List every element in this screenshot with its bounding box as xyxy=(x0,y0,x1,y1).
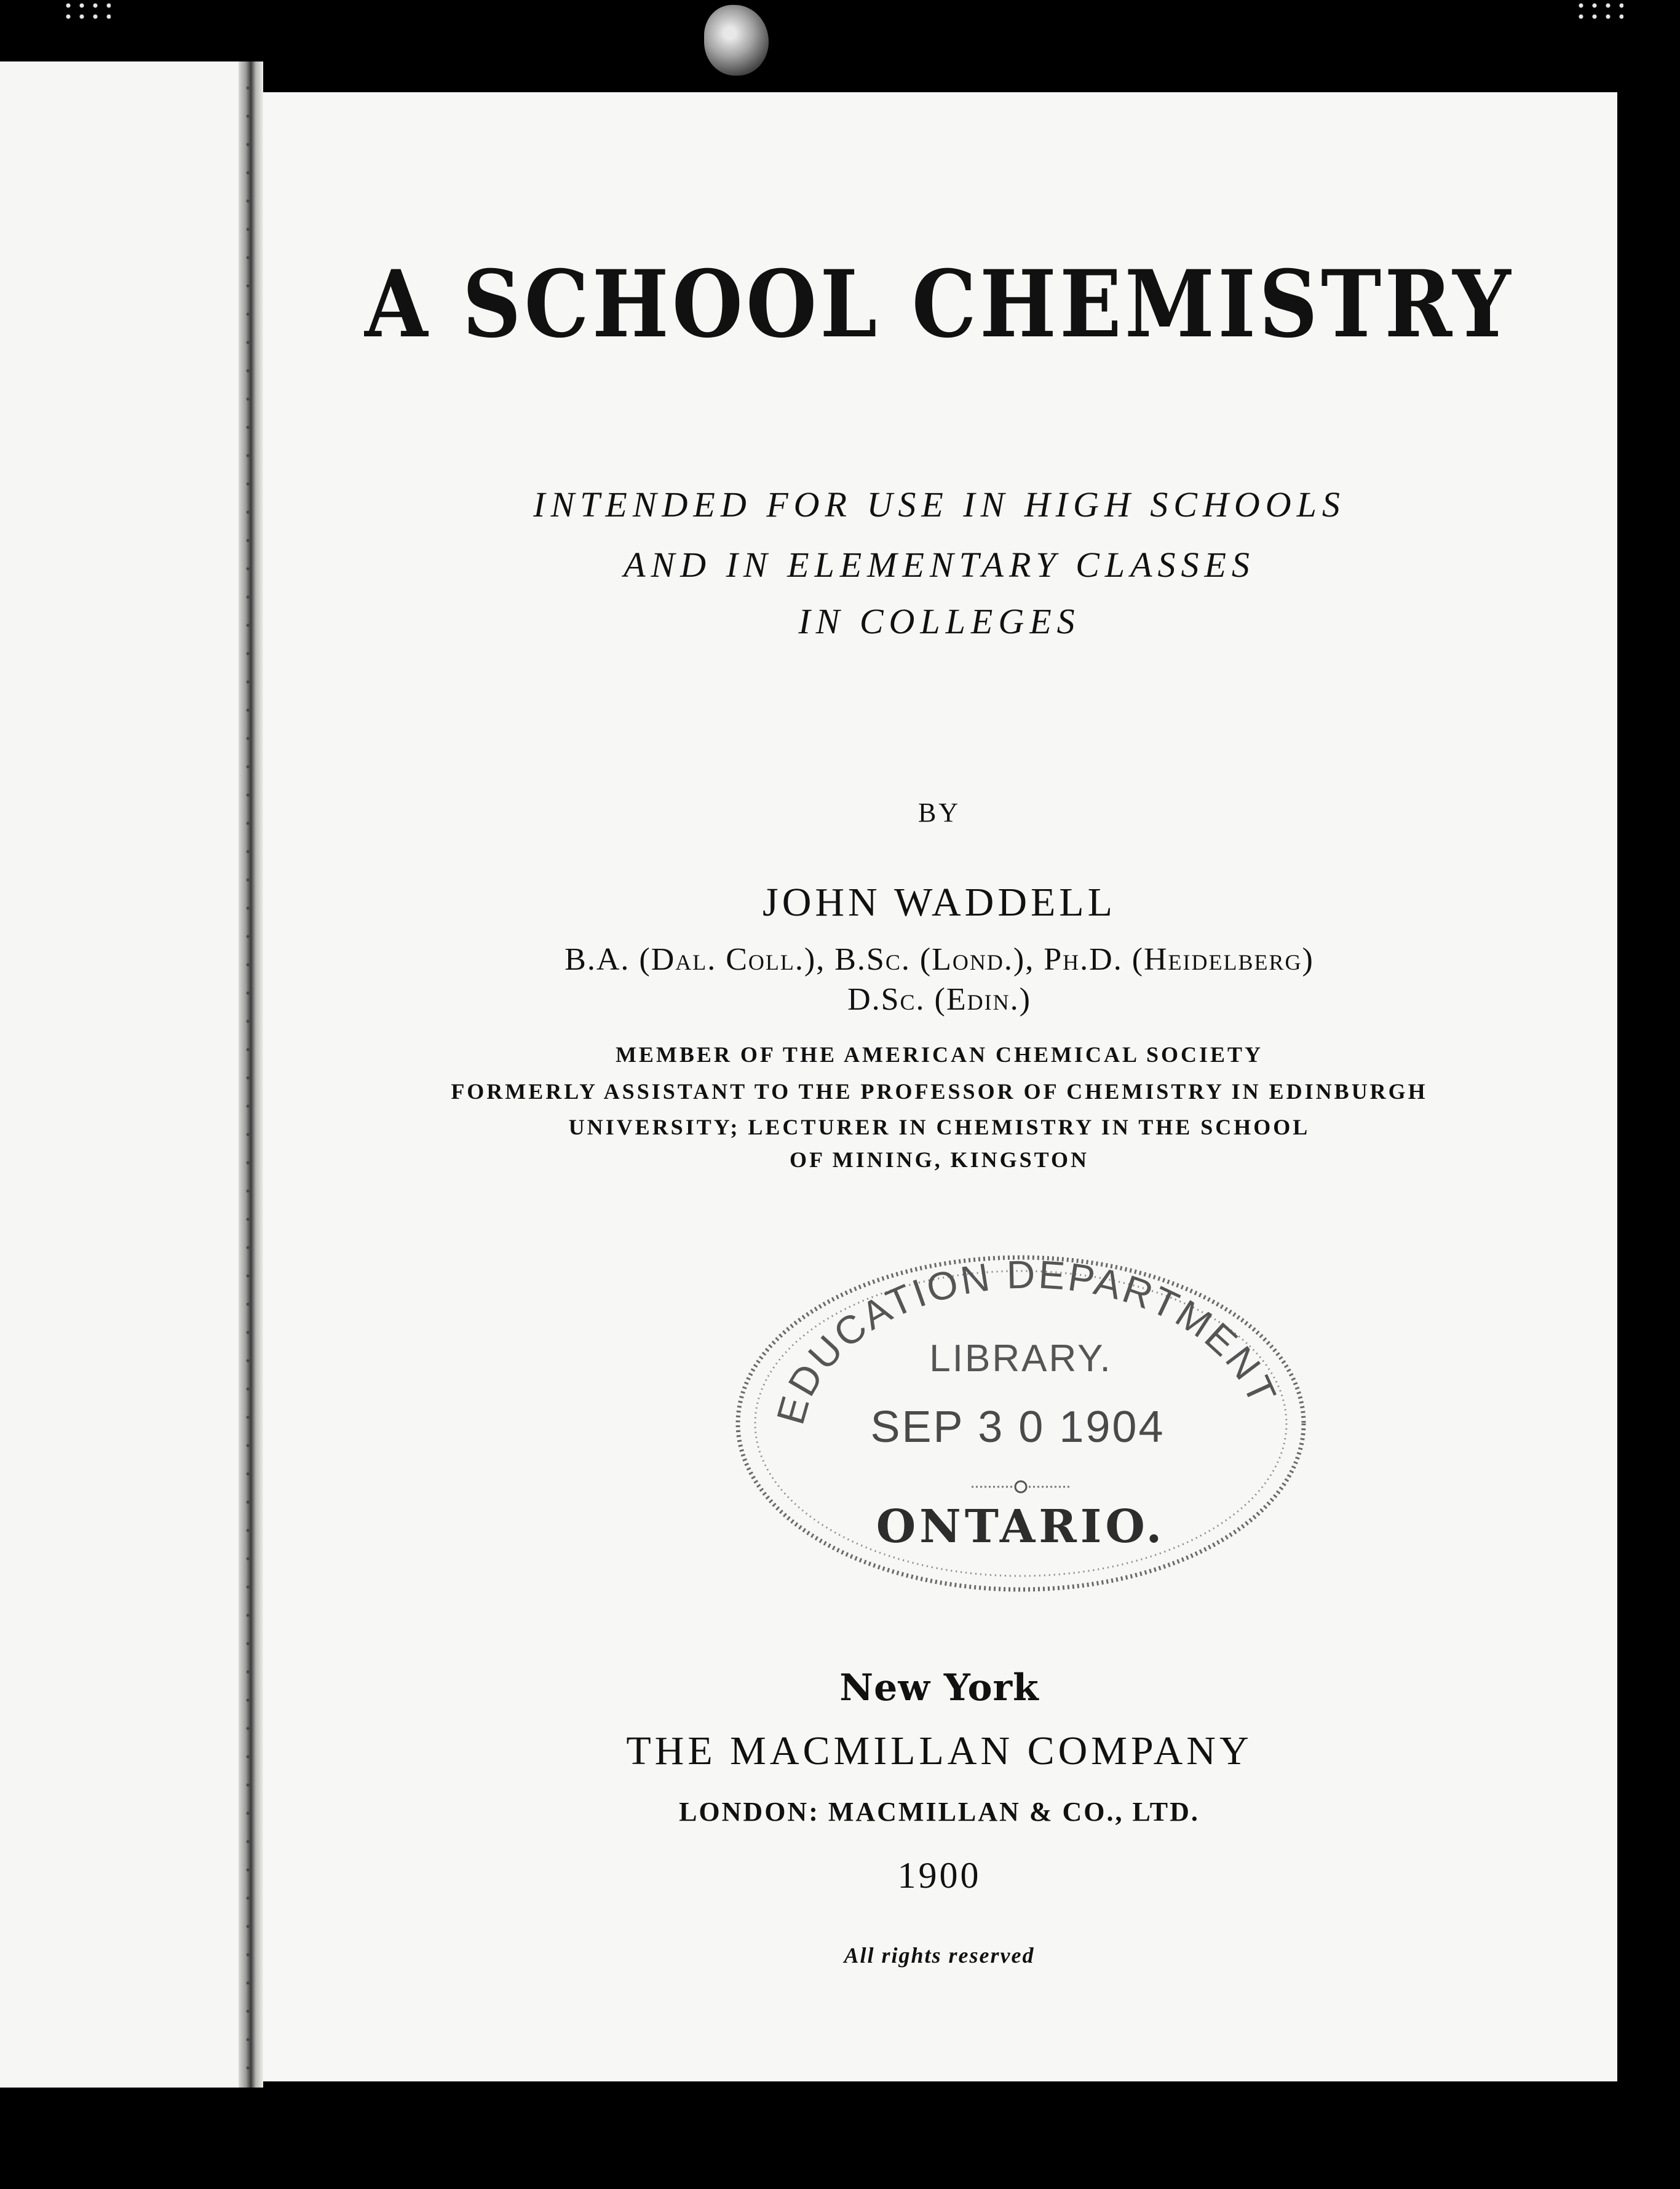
subtitle-line-2: AND IN ELEMENTARY CLASSES xyxy=(624,545,1255,585)
scan-speckle-left xyxy=(61,0,111,25)
degrees-line-2: D.Sc. (Edin.) xyxy=(847,982,1031,1017)
book-title: A SCHOOL CHEMISTRY xyxy=(365,250,1514,358)
scan-blemish xyxy=(704,5,769,76)
publisher-city: New York xyxy=(839,1666,1039,1709)
degrees-line-1: B.A. (Dal. Coll.), B.Sc. (Lond.), Ph.D. (Heidelberg) xyxy=(565,942,1314,977)
affiliation-line-1: MEMBER OF THE AMERICAN CHEMICAL SOCIETY xyxy=(615,1042,1264,1067)
scan-speckle-right xyxy=(1574,0,1623,25)
stamp-library: LIBRARY. xyxy=(929,1337,1112,1380)
publisher-name: THE MACMILLAN COMPANY xyxy=(626,1728,1253,1773)
left-page-edge xyxy=(0,61,249,2088)
stamp-ornament xyxy=(1015,1481,1026,1492)
author-name: JOHN WADDELL xyxy=(763,880,1116,925)
by-line: BY xyxy=(917,798,961,828)
rights-notice: All rights reserved xyxy=(844,1943,1035,1968)
book-gutter xyxy=(239,61,263,2088)
gutter-stitching xyxy=(245,74,251,2072)
subtitle-line-1: INTENDED FOR USE IN HIGH SCHOOLS xyxy=(533,485,1345,524)
subtitle-line-3: IN COLLEGES xyxy=(798,601,1080,641)
stamp-arc-path: EDUCATION DEPARTMENT xyxy=(767,1252,1286,1430)
affiliation-line-3: UNIVERSITY; LECTURER IN CHEMISTRY IN THE SCHOOL xyxy=(568,1115,1310,1139)
stamp-date: SEP 3 0 1904 xyxy=(870,1403,1165,1452)
stamp-place: ONTARIO. xyxy=(876,1500,1166,1553)
publication-year: 1900 xyxy=(897,1855,981,1896)
library-stamp xyxy=(729,1248,1313,1599)
library-stamp-graphic xyxy=(729,1248,1313,1599)
london-imprint: LONDON: MACMILLAN & CO., LTD. xyxy=(679,1797,1200,1827)
affiliation-line-4: OF MINING, KINGSTON xyxy=(789,1147,1090,1172)
affiliation-line-2: FORMERLY ASSISTANT TO THE PROFESSOR OF CHEMISTRY IN EDINBURGH xyxy=(451,1079,1428,1104)
